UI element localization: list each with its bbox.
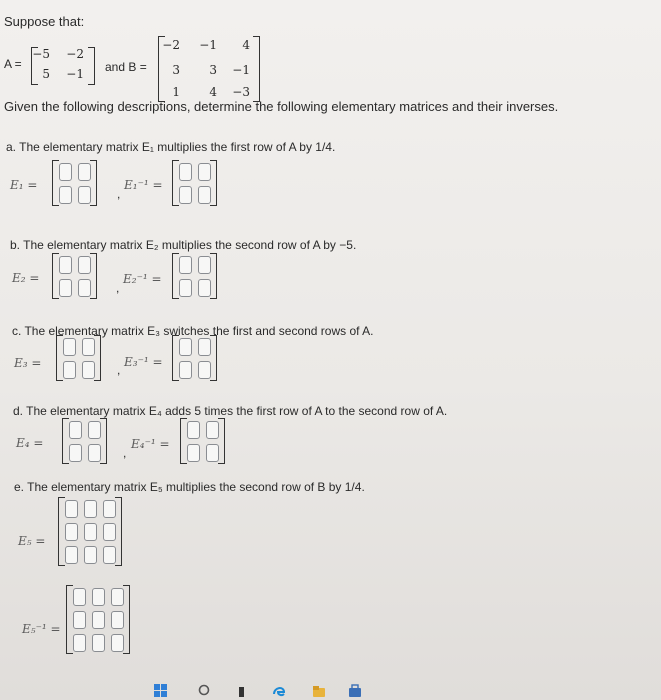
and-b-text: and B = — [105, 60, 147, 74]
e2-inverse-matrix — [172, 253, 218, 300]
b-32: 4 — [209, 85, 217, 99]
matrix-entry-input[interactable] — [206, 421, 219, 439]
matrix-entry-input[interactable] — [187, 421, 200, 439]
e1-label: E₁ = — [10, 178, 38, 192]
e4-inverse-matrix — [180, 418, 226, 465]
matrix-entry-input[interactable] — [59, 186, 72, 204]
matrix-entry-input[interactable] — [179, 361, 192, 379]
part-c-comma: , — [117, 363, 121, 377]
matrix-entry-input[interactable] — [82, 338, 95, 356]
store-icon[interactable] — [348, 684, 362, 698]
a-22: −1 — [66, 67, 84, 81]
taskbar — [140, 682, 400, 700]
part-d-comma: , — [123, 446, 127, 460]
matrix-entry-input[interactable] — [69, 444, 82, 462]
matrix-entry-input[interactable] — [88, 444, 101, 462]
b-31: 1 — [172, 85, 180, 99]
e4-label: E₄ = — [16, 436, 44, 450]
e2-matrix — [52, 253, 98, 300]
part-b-comma: , — [116, 281, 120, 295]
matrix-entry-input[interactable] — [206, 444, 219, 462]
matrix-entry-input[interactable] — [65, 500, 78, 518]
matrix-entry-input[interactable] — [63, 361, 76, 379]
e4-matrix — [62, 418, 108, 465]
matrix-entry-input[interactable] — [73, 611, 86, 629]
matrix-entry-input[interactable] — [179, 163, 192, 181]
e2-label: E₂ = — [12, 271, 40, 285]
b-23: −1 — [232, 63, 250, 77]
matrix-entry-input[interactable] — [92, 634, 105, 652]
e3-matrix — [56, 335, 102, 382]
b-22: 3 — [209, 63, 217, 77]
e5-label: E₅ = — [18, 534, 46, 548]
matrix-entry-input[interactable] — [179, 186, 192, 204]
matrix-entry-input[interactable] — [84, 546, 97, 564]
matrix-entry-input[interactable] — [88, 421, 101, 439]
matrix-entry-input[interactable] — [92, 611, 105, 629]
matrix-entry-input[interactable] — [78, 256, 91, 274]
matrix-entry-input[interactable] — [198, 186, 211, 204]
matrix-entry-input[interactable] — [198, 163, 211, 181]
matrix-entry-input[interactable] — [59, 163, 72, 181]
b-33: −3 — [232, 85, 250, 99]
given-text: Given the following descriptions, determine the following elementary matrices and their inverses. — [4, 99, 559, 114]
e1-inverse-matrix — [172, 160, 218, 207]
matrix-entry-input[interactable] — [65, 546, 78, 564]
matrix-entry-input[interactable] — [111, 634, 124, 652]
a-11: −5 — [32, 47, 50, 61]
e5-inverse-label: E₅⁻¹ = — [22, 622, 61, 636]
matrix-entry-input[interactable] — [198, 338, 211, 356]
part-d-text: d. The elementary matrix E₄ adds 5 times the first row of A to the second row of A. — [13, 404, 448, 418]
search-icon[interactable] — [198, 684, 212, 698]
e3-inverse-matrix — [172, 335, 218, 382]
matrix-entry-input[interactable] — [103, 523, 116, 541]
e4-inverse-label: E₄⁻¹ = — [131, 437, 170, 451]
matrix-entry-input[interactable] — [111, 611, 124, 629]
matrix-entry-input[interactable] — [59, 279, 72, 297]
matrix-entry-input[interactable] — [179, 279, 192, 297]
part-a-comma: , — [117, 187, 121, 201]
windows-icon[interactable] — [154, 684, 168, 698]
e2-inverse-label: E₂⁻¹ = — [123, 272, 162, 286]
matrix-entry-input[interactable] — [78, 279, 91, 297]
b-12: −1 — [199, 38, 217, 52]
edge-icon[interactable] — [272, 684, 286, 698]
e5-matrix — [58, 497, 123, 567]
matrix-entry-input[interactable] — [84, 500, 97, 518]
matrix-entry-input[interactable] — [198, 256, 211, 274]
part-e-text: e. The elementary matrix E₅ multiplies the second row of B by 1/4. — [14, 480, 365, 494]
e5-inverse-matrix — [66, 585, 131, 655]
matrix-entry-input[interactable] — [73, 588, 86, 606]
matrix-entry-input[interactable] — [198, 279, 211, 297]
a-21: 5 — [42, 67, 50, 81]
part-c-text: c. The elementary matrix E₃ switches the first and second rows of A. — [12, 324, 374, 338]
matrix-entry-input[interactable] — [69, 421, 82, 439]
matrix-entry-input[interactable] — [78, 186, 91, 204]
matrix-entry-input[interactable] — [73, 634, 86, 652]
matrix-entry-input[interactable] — [179, 256, 192, 274]
e3-label: E₃ = — [14, 356, 42, 370]
b-13: 4 — [242, 38, 250, 52]
matrix-entry-input[interactable] — [63, 338, 76, 356]
matrix-entry-input[interactable] — [103, 500, 116, 518]
e1-matrix — [52, 160, 98, 207]
file-explorer-icon[interactable] — [312, 684, 326, 698]
intro-text: Suppose that: — [4, 14, 85, 29]
matrix-entry-input[interactable] — [84, 523, 97, 541]
matrix-entry-input[interactable] — [82, 361, 95, 379]
matrix-entry-input[interactable] — [78, 163, 91, 181]
part-b-text: b. The elementary matrix E₂ multiplies the second row of A by −5. — [10, 238, 357, 252]
matrix-entry-input[interactable] — [103, 546, 116, 564]
a-12: −2 — [66, 47, 84, 61]
matrix-a-label: A = — [4, 57, 22, 71]
b-11: −2 — [162, 38, 180, 52]
matrix-entry-input[interactable] — [179, 338, 192, 356]
matrix-entry-input[interactable] — [187, 444, 200, 462]
b-21: 3 — [172, 63, 180, 77]
matrix-entry-input[interactable] — [198, 361, 211, 379]
e3-inverse-label: E₃⁻¹ = — [124, 355, 163, 369]
matrix-entry-input[interactable] — [111, 588, 124, 606]
matrix-entry-input[interactable] — [92, 588, 105, 606]
matrix-entry-input[interactable] — [59, 256, 72, 274]
matrix-entry-input[interactable] — [65, 523, 78, 541]
e1-inverse-label: E₁⁻¹ = — [124, 178, 163, 192]
part-a-text: a. The elementary matrix E₁ multiplies the first row of A by 1/4. — [6, 140, 336, 154]
task-view-icon[interactable] — [238, 684, 246, 698]
